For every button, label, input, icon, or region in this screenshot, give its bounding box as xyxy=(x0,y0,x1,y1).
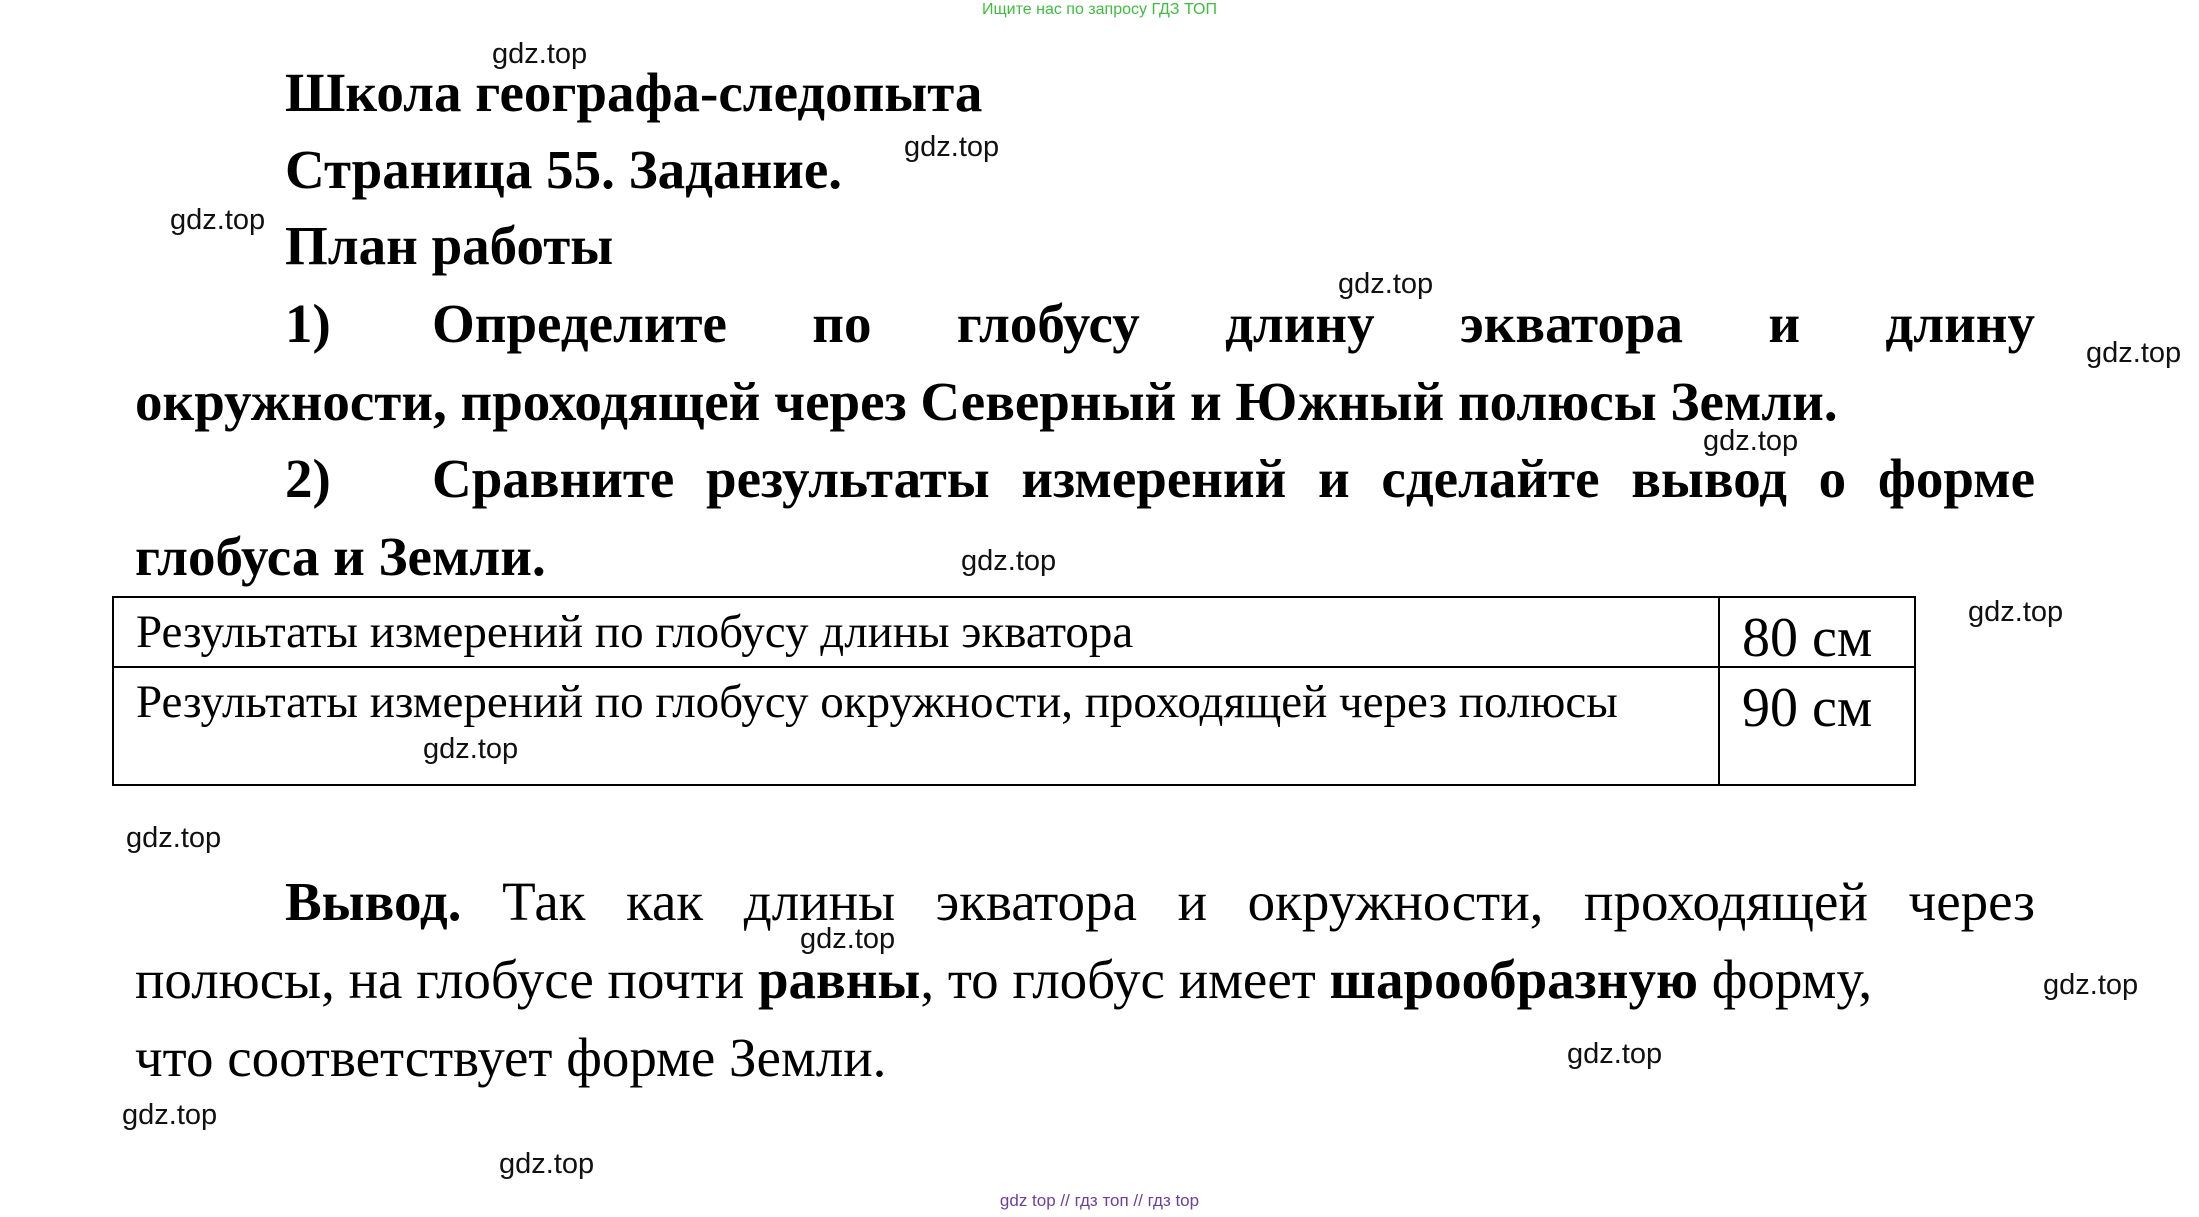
step-1-line-2: окружности, проходящей через Северный и Южный полюсы Земли. xyxy=(135,371,1838,432)
step-2-line-1 xyxy=(432,448,2035,509)
conclusion-bold-spherical: шарообразную xyxy=(1329,949,1698,1010)
watermark: gdz.top xyxy=(800,923,896,955)
step-1-line-1 xyxy=(432,293,2035,354)
conclusion-bold-equal: равны xyxy=(757,949,921,1010)
watermark: gdz.top xyxy=(2086,337,2182,369)
word: Так xyxy=(502,871,586,932)
word: длину xyxy=(1885,293,2035,354)
word: сделайте xyxy=(1381,448,1600,509)
table-row xyxy=(113,667,1915,785)
word: Определите xyxy=(432,293,727,354)
step-1-number: 1) xyxy=(285,293,331,354)
top-banner: Ищите нас по запросу ГДЗ ТОП xyxy=(982,1,1217,18)
watermark: gdz.top xyxy=(2043,969,2139,1001)
row-value: 90 см xyxy=(1719,667,1915,785)
word: окружности, xyxy=(1247,871,1544,932)
watermark: gdz.top xyxy=(1338,268,1434,300)
word: глобусу xyxy=(956,293,1140,354)
conclusion-line-3: что соответствует форме Земли. xyxy=(135,1027,887,1088)
table-row xyxy=(113,597,1915,667)
watermark: gdz.top xyxy=(122,1099,218,1131)
conclusion-text: , то глобус имеет xyxy=(920,949,1330,1010)
watermark: gdz.top xyxy=(1567,1038,1663,1070)
word: вывод xyxy=(1631,448,1787,509)
page-title: Школа географа-следопыта xyxy=(285,62,983,123)
row-label: Результаты измерений по глобусу длины экватора xyxy=(113,597,1719,667)
word: и xyxy=(1177,871,1208,932)
word: длину xyxy=(1225,293,1375,354)
word: через xyxy=(1908,871,2035,932)
word: Сравните xyxy=(432,448,675,509)
word: измерений xyxy=(1021,448,1287,509)
watermark: gdz.top xyxy=(499,1148,595,1180)
conclusion-line-2 xyxy=(135,949,1873,1010)
word: длины xyxy=(743,871,896,932)
conclusion-label: Вывод. xyxy=(285,871,462,932)
conclusion-text: форму, xyxy=(1697,949,1873,1010)
word: и xyxy=(1768,293,1801,354)
word: по xyxy=(812,293,872,354)
watermark: gdz.top xyxy=(961,545,1057,577)
watermark: gdz.top xyxy=(904,131,1000,163)
word: как xyxy=(626,871,704,932)
watermark: gdz.top xyxy=(126,822,222,854)
word: форме xyxy=(1877,448,2035,509)
row-value: 80 см xyxy=(1719,597,1915,667)
watermark: gdz.top xyxy=(1968,596,2064,628)
step-2-line-2: глобуса и Земли. xyxy=(135,526,546,587)
word: результаты xyxy=(706,448,990,509)
word: проходящей xyxy=(1584,871,1868,932)
watermark: gdz.top xyxy=(170,204,266,236)
bottom-banner: gdz top // гдз топ // гдз top xyxy=(999,1191,1200,1210)
watermark: gdz.top xyxy=(423,733,519,765)
conclusion-line-1 xyxy=(285,871,2035,932)
plan-heading: План работы xyxy=(285,215,614,276)
word: и xyxy=(1318,448,1350,509)
conclusion-text: полюсы, на глобусе почти xyxy=(135,949,758,1010)
watermark: gdz.top xyxy=(492,38,588,70)
row-label: Результаты измерений по глобусу окружности, проходящей через полюсы xyxy=(113,667,1719,785)
word: о xyxy=(1818,448,1847,509)
page-task: Страница 55. Задание. xyxy=(285,139,842,200)
word: экватора xyxy=(1459,293,1684,354)
step-2-number: 2) xyxy=(285,448,331,509)
word: экватора xyxy=(935,871,1137,932)
watermark: gdz.top xyxy=(1703,425,1799,457)
results-table xyxy=(112,596,1916,786)
